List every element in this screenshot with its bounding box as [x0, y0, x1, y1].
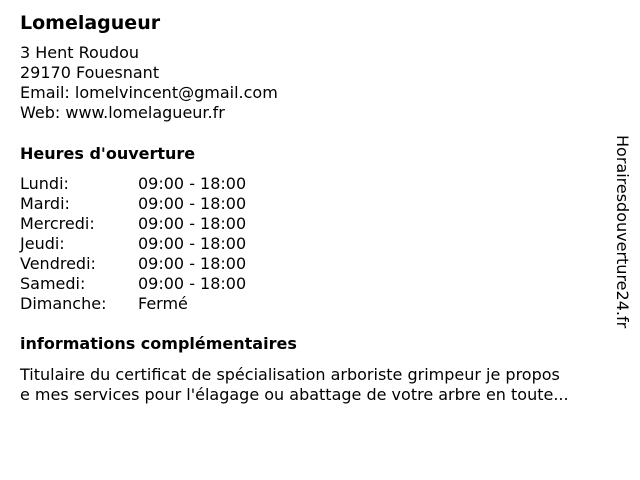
- time-value: 09:00 - 18:00: [138, 174, 247, 193]
- time-value: 09:00 - 18:00: [138, 234, 247, 253]
- address-city: 29170 Fouesnant: [20, 63, 160, 82]
- business-name: Lomelagueur: [20, 12, 161, 34]
- day-label: Jeudi:: [20, 234, 65, 253]
- time-value: 09:00 - 18:00: [138, 274, 247, 293]
- time-value: 09:00 - 18:00: [138, 194, 247, 213]
- description-line: e mes services pour l'élagage ou abattage de votre arbre en toute...: [20, 385, 569, 404]
- hours-heading: Heures d'ouverture: [20, 144, 196, 163]
- day-label: Dimanche:: [20, 294, 107, 313]
- description: [20, 365, 612, 405]
- description-line: Titulaire du certificat de spécialisation arboriste grimpeur je propos: [20, 365, 560, 384]
- time-value: 09:00 - 18:00: [138, 254, 247, 273]
- email-text[interactable]: Email: lomelvincent@gmail.com: [20, 83, 278, 102]
- day-label: Samedi:: [20, 274, 86, 293]
- site-watermark: Horairesdouverture24.fr: [613, 135, 632, 329]
- info-heading: informations complémentaires: [20, 334, 297, 353]
- contact-block: [20, 43, 278, 123]
- address-street: 3 Hent Roudou: [20, 43, 140, 62]
- day-label: Vendredi:: [20, 254, 96, 273]
- time-value: 09:00 - 18:00: [138, 214, 247, 233]
- day-label: Mercredi:: [20, 214, 95, 233]
- day-label: Mardi:: [20, 194, 70, 213]
- day-label: Lundi:: [20, 174, 69, 193]
- time-value: Fermé: [138, 294, 188, 313]
- website-text[interactable]: Web: www.lomelagueur.fr: [20, 103, 225, 122]
